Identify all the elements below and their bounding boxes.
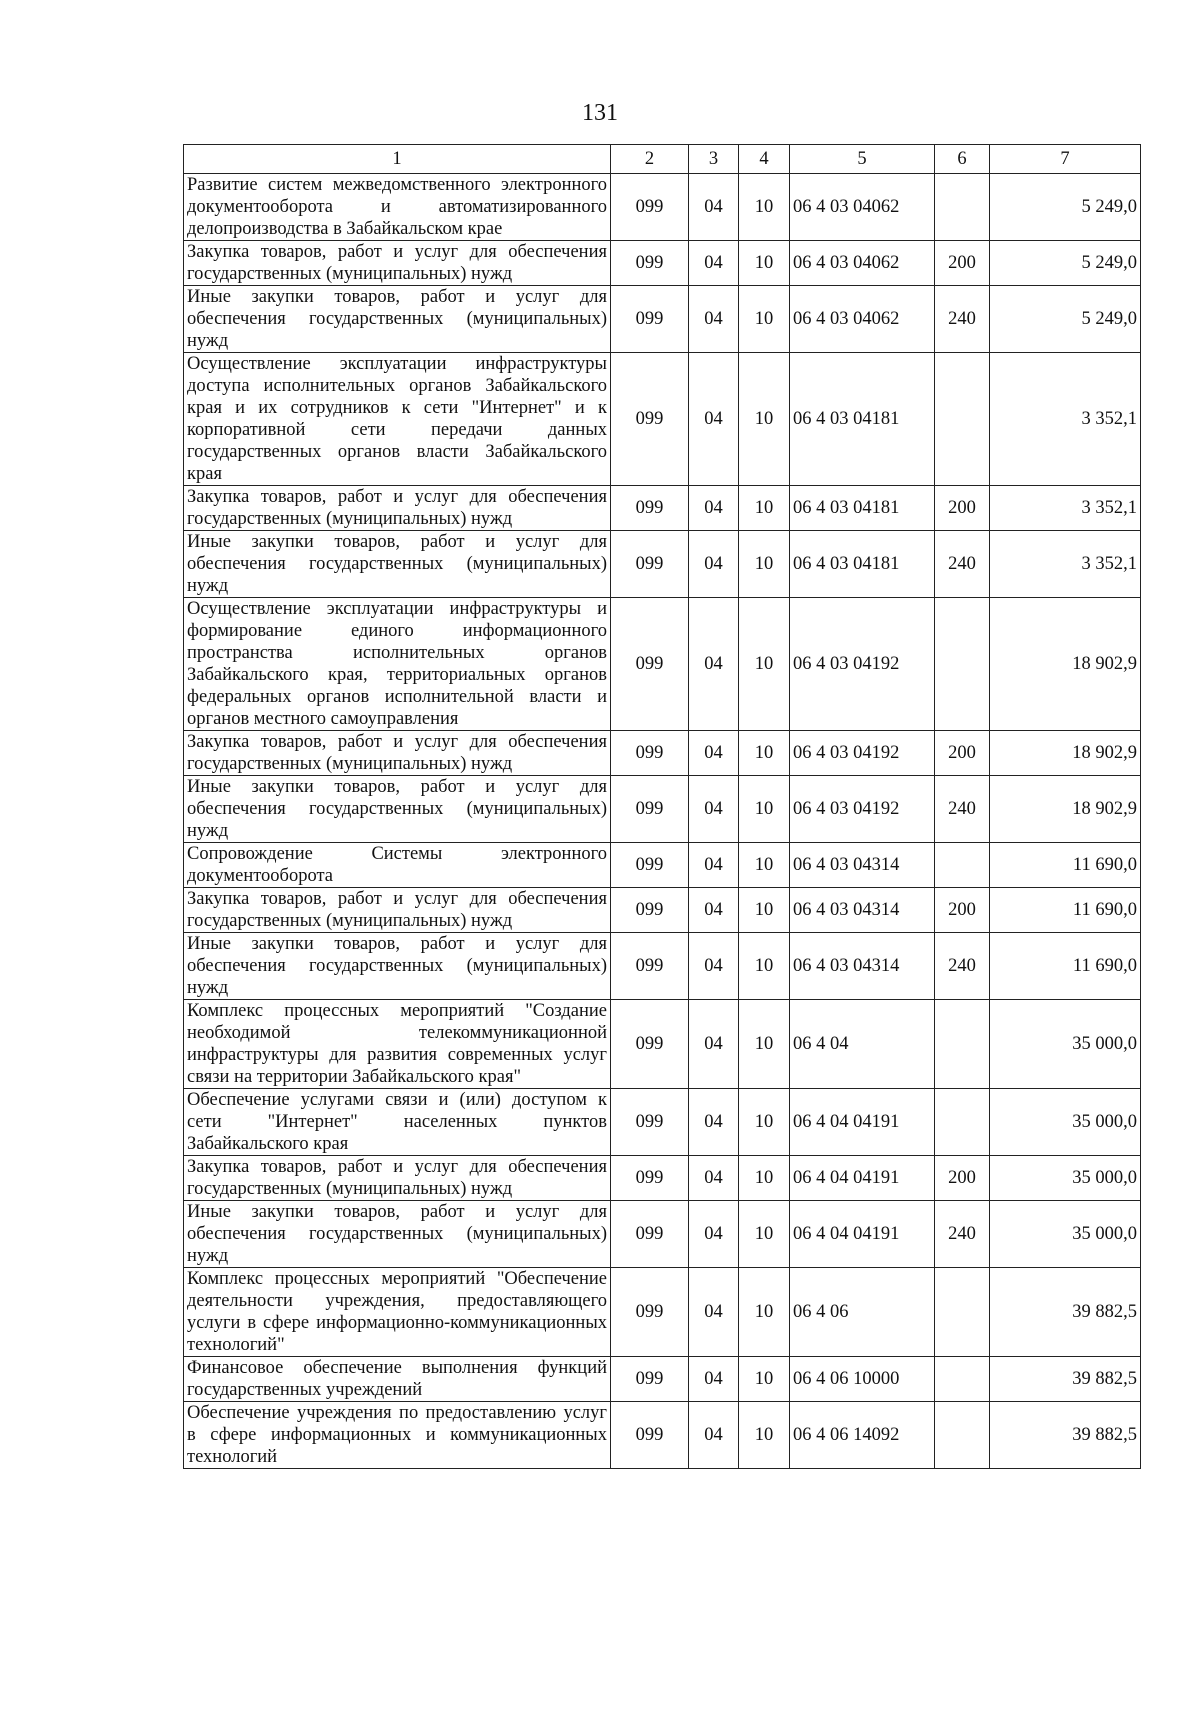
table-row (184, 1201, 1141, 1268)
table-row (184, 1357, 1141, 1402)
row-amount: 39 882,5 (990, 1268, 1141, 1357)
row-target-code: 06 4 04 04191 (790, 1089, 935, 1156)
header-col-3: 3 (689, 145, 739, 174)
row-section: 04 (689, 843, 739, 888)
page-number: 131 (582, 100, 618, 126)
row-amount: 35 000,0 (990, 1201, 1141, 1268)
row-section: 04 (689, 1000, 739, 1089)
row-subsection: 10 (739, 888, 790, 933)
row-section: 04 (689, 888, 739, 933)
row-expense-type: 200 (935, 241, 990, 286)
row-target-code: 06 4 03 04314 (790, 843, 935, 888)
table-row (184, 598, 1141, 731)
row-amount: 18 902,9 (990, 776, 1141, 843)
row-amount: 18 902,9 (990, 598, 1141, 731)
row-target-code: 06 4 03 04192 (790, 598, 935, 731)
row-subsection: 10 (739, 286, 790, 353)
row-amount: 5 249,0 (990, 241, 1141, 286)
row-admin-code: 099 (611, 843, 689, 888)
row-admin-code: 099 (611, 174, 689, 241)
row-name: Иные закупки товаров, работ и услуг для обеспечения государственных (муниципальных) нужд (184, 531, 611, 598)
row-amount: 3 352,1 (990, 486, 1141, 531)
row-target-code: 06 4 03 04192 (790, 776, 935, 843)
row-name: Закупка товаров, работ и услуг для обеспечения государственных (муниципальных) нужд (184, 486, 611, 531)
row-target-code: 06 4 04 04191 (790, 1156, 935, 1201)
header-row (184, 145, 1141, 174)
row-admin-code: 099 (611, 1156, 689, 1201)
row-expense-type (935, 1402, 990, 1469)
row-subsection: 10 (739, 598, 790, 731)
row-expense-type: 200 (935, 486, 990, 531)
row-expense-type: 200 (935, 1156, 990, 1201)
row-admin-code: 099 (611, 598, 689, 731)
row-subsection: 10 (739, 1268, 790, 1357)
row-subsection: 10 (739, 174, 790, 241)
table-row (184, 486, 1141, 531)
row-amount: 35 000,0 (990, 1089, 1141, 1156)
row-admin-code: 099 (611, 888, 689, 933)
row-subsection: 10 (739, 531, 790, 598)
row-section: 04 (689, 776, 739, 843)
row-name: Осуществление эксплуатации инфраструктуры доступа исполнительных органов Забайкальского края и их сотрудников к сети "Интернет" и к корпоративной сети передачи данных государственных органов власти Забайкальского края (184, 353, 611, 486)
row-admin-code: 099 (611, 1357, 689, 1402)
table-row (184, 286, 1141, 353)
row-admin-code: 099 (611, 1000, 689, 1089)
row-subsection: 10 (739, 1201, 790, 1268)
table-row (184, 1402, 1141, 1469)
row-section: 04 (689, 1201, 739, 1268)
row-target-code: 06 4 06 14092 (790, 1402, 935, 1469)
header-col-7: 7 (990, 145, 1141, 174)
header-col-4: 4 (739, 145, 790, 174)
row-name: Иные закупки товаров, работ и услуг для обеспечения государственных (муниципальных) нужд (184, 286, 611, 353)
row-section: 04 (689, 731, 739, 776)
row-section: 04 (689, 286, 739, 353)
row-expense-type (935, 1000, 990, 1089)
row-section: 04 (689, 531, 739, 598)
row-section: 04 (689, 353, 739, 486)
row-expense-type (935, 1357, 990, 1402)
row-name: Финансовое обеспечение выполнения функций государственных учреждений (184, 1357, 611, 1402)
row-amount: 3 352,1 (990, 353, 1141, 486)
table-row (184, 1156, 1141, 1201)
row-subsection: 10 (739, 1000, 790, 1089)
table-row (184, 241, 1141, 286)
row-admin-code: 099 (611, 1089, 689, 1156)
row-name: Закупка товаров, работ и услуг для обеспечения государственных (муниципальных) нужд (184, 241, 611, 286)
row-target-code: 06 4 03 04062 (790, 241, 935, 286)
row-admin-code: 099 (611, 286, 689, 353)
row-amount: 39 882,5 (990, 1402, 1141, 1469)
row-admin-code: 099 (611, 531, 689, 598)
row-section: 04 (689, 1402, 739, 1469)
row-section: 04 (689, 1268, 739, 1357)
row-expense-type (935, 1268, 990, 1357)
row-admin-code: 099 (611, 241, 689, 286)
row-section: 04 (689, 241, 739, 286)
row-name: Сопровождение Системы электронного документооборота (184, 843, 611, 888)
row-target-code: 06 4 03 04181 (790, 486, 935, 531)
row-target-code: 06 4 03 04062 (790, 286, 935, 353)
row-subsection: 10 (739, 241, 790, 286)
table-row (184, 1268, 1141, 1357)
table-row (184, 1000, 1141, 1089)
table-row (184, 531, 1141, 598)
row-subsection: 10 (739, 1089, 790, 1156)
table-row (184, 353, 1141, 486)
row-amount: 39 882,5 (990, 1357, 1141, 1402)
table-row (184, 843, 1141, 888)
row-section: 04 (689, 1357, 739, 1402)
row-name: Обеспечение услугами связи и (или) доступом к сети "Интернет" населенных пунктов Забайкальского края (184, 1089, 611, 1156)
row-name: Иные закупки товаров, работ и услуг для обеспечения государственных (муниципальных) нужд (184, 776, 611, 843)
row-subsection: 10 (739, 1402, 790, 1469)
row-section: 04 (689, 933, 739, 1000)
row-expense-type: 240 (935, 933, 990, 1000)
row-name: Иные закупки товаров, работ и услуг для обеспечения государственных (муниципальных) нужд (184, 933, 611, 1000)
header-col-1: 1 (184, 145, 611, 174)
row-admin-code: 099 (611, 486, 689, 531)
row-expense-type: 200 (935, 888, 990, 933)
row-name: Осуществление эксплуатации инфраструктуры и формирование единого информационного пространства исполнительных органов Забайкальского края, территориальных органов федеральных органов исполнительной власти и органов местного самоуправления (184, 598, 611, 731)
row-amount: 5 249,0 (990, 174, 1141, 241)
row-target-code: 06 4 03 04062 (790, 174, 935, 241)
row-expense-type (935, 843, 990, 888)
row-target-code: 06 4 06 (790, 1268, 935, 1357)
row-amount: 5 249,0 (990, 286, 1141, 353)
row-admin-code: 099 (611, 776, 689, 843)
row-expense-type: 240 (935, 531, 990, 598)
row-subsection: 10 (739, 731, 790, 776)
row-name: Закупка товаров, работ и услуг для обеспечения государственных (муниципальных) нужд (184, 888, 611, 933)
table-row (184, 933, 1141, 1000)
row-subsection: 10 (739, 776, 790, 843)
row-expense-type: 240 (935, 776, 990, 843)
row-target-code: 06 4 06 10000 (790, 1357, 935, 1402)
row-target-code: 06 4 04 04191 (790, 1201, 935, 1268)
header-col-2: 2 (611, 145, 689, 174)
row-admin-code: 099 (611, 1201, 689, 1268)
row-expense-type: 200 (935, 731, 990, 776)
row-expense-type (935, 1089, 990, 1156)
header-col-6: 6 (935, 145, 990, 174)
row-section: 04 (689, 486, 739, 531)
row-admin-code: 099 (611, 933, 689, 1000)
row-expense-type: 240 (935, 286, 990, 353)
row-amount: 35 000,0 (990, 1156, 1141, 1201)
row-name: Развитие систем межведомственного электронного документооборота и автоматизированного делопроизводства в Забайкальском крае (184, 174, 611, 241)
row-name: Закупка товаров, работ и услуг для обеспечения государственных (муниципальных) нужд (184, 1156, 611, 1201)
row-section: 04 (689, 1156, 739, 1201)
row-expense-type (935, 353, 990, 486)
row-name: Комплекс процессных мероприятий "Обеспечение деятельности учреждения, предоставляющего услуги в сфере информационно-коммуникационных технологий" (184, 1268, 611, 1357)
row-name: Комплекс процессных мероприятий "Создание необходимой телекоммуникационной инфраструктуры для развития современных услуг связи на территории Забайкальского края" (184, 1000, 611, 1089)
row-admin-code: 099 (611, 353, 689, 486)
row-admin-code: 099 (611, 1402, 689, 1469)
row-amount: 35 000,0 (990, 1000, 1141, 1089)
row-subsection: 10 (739, 933, 790, 1000)
row-expense-type (935, 174, 990, 241)
row-admin-code: 099 (611, 731, 689, 776)
row-admin-code: 099 (611, 1268, 689, 1357)
table-row (184, 888, 1141, 933)
table-row (184, 776, 1141, 843)
row-target-code: 06 4 03 04314 (790, 888, 935, 933)
row-name: Обеспечение учреждения по предоставлению услуг в сфере информационных и коммуникационных технологий (184, 1402, 611, 1469)
row-expense-type: 240 (935, 1201, 990, 1268)
row-subsection: 10 (739, 843, 790, 888)
row-target-code: 06 4 03 04181 (790, 531, 935, 598)
row-subsection: 10 (739, 1357, 790, 1402)
header-col-5: 5 (790, 145, 935, 174)
row-section: 04 (689, 598, 739, 731)
row-target-code: 06 4 03 04314 (790, 933, 935, 1000)
budget-table (183, 144, 1141, 1469)
row-amount: 11 690,0 (990, 888, 1141, 933)
row-target-code: 06 4 03 04181 (790, 353, 935, 486)
row-section: 04 (689, 174, 739, 241)
row-name: Иные закупки товаров, работ и услуг для обеспечения государственных (муниципальных) нужд (184, 1201, 611, 1268)
row-subsection: 10 (739, 1156, 790, 1201)
row-section: 04 (689, 1089, 739, 1156)
table-row (184, 1089, 1141, 1156)
row-amount: 11 690,0 (990, 843, 1141, 888)
row-expense-type (935, 598, 990, 731)
row-amount: 11 690,0 (990, 933, 1141, 1000)
row-subsection: 10 (739, 486, 790, 531)
row-amount: 18 902,9 (990, 731, 1141, 776)
row-subsection: 10 (739, 353, 790, 486)
row-target-code: 06 4 04 (790, 1000, 935, 1089)
row-name: Закупка товаров, работ и услуг для обеспечения государственных (муниципальных) нужд (184, 731, 611, 776)
row-amount: 3 352,1 (990, 531, 1141, 598)
table-row (184, 174, 1141, 241)
row-target-code: 06 4 03 04192 (790, 731, 935, 776)
table-row (184, 731, 1141, 776)
